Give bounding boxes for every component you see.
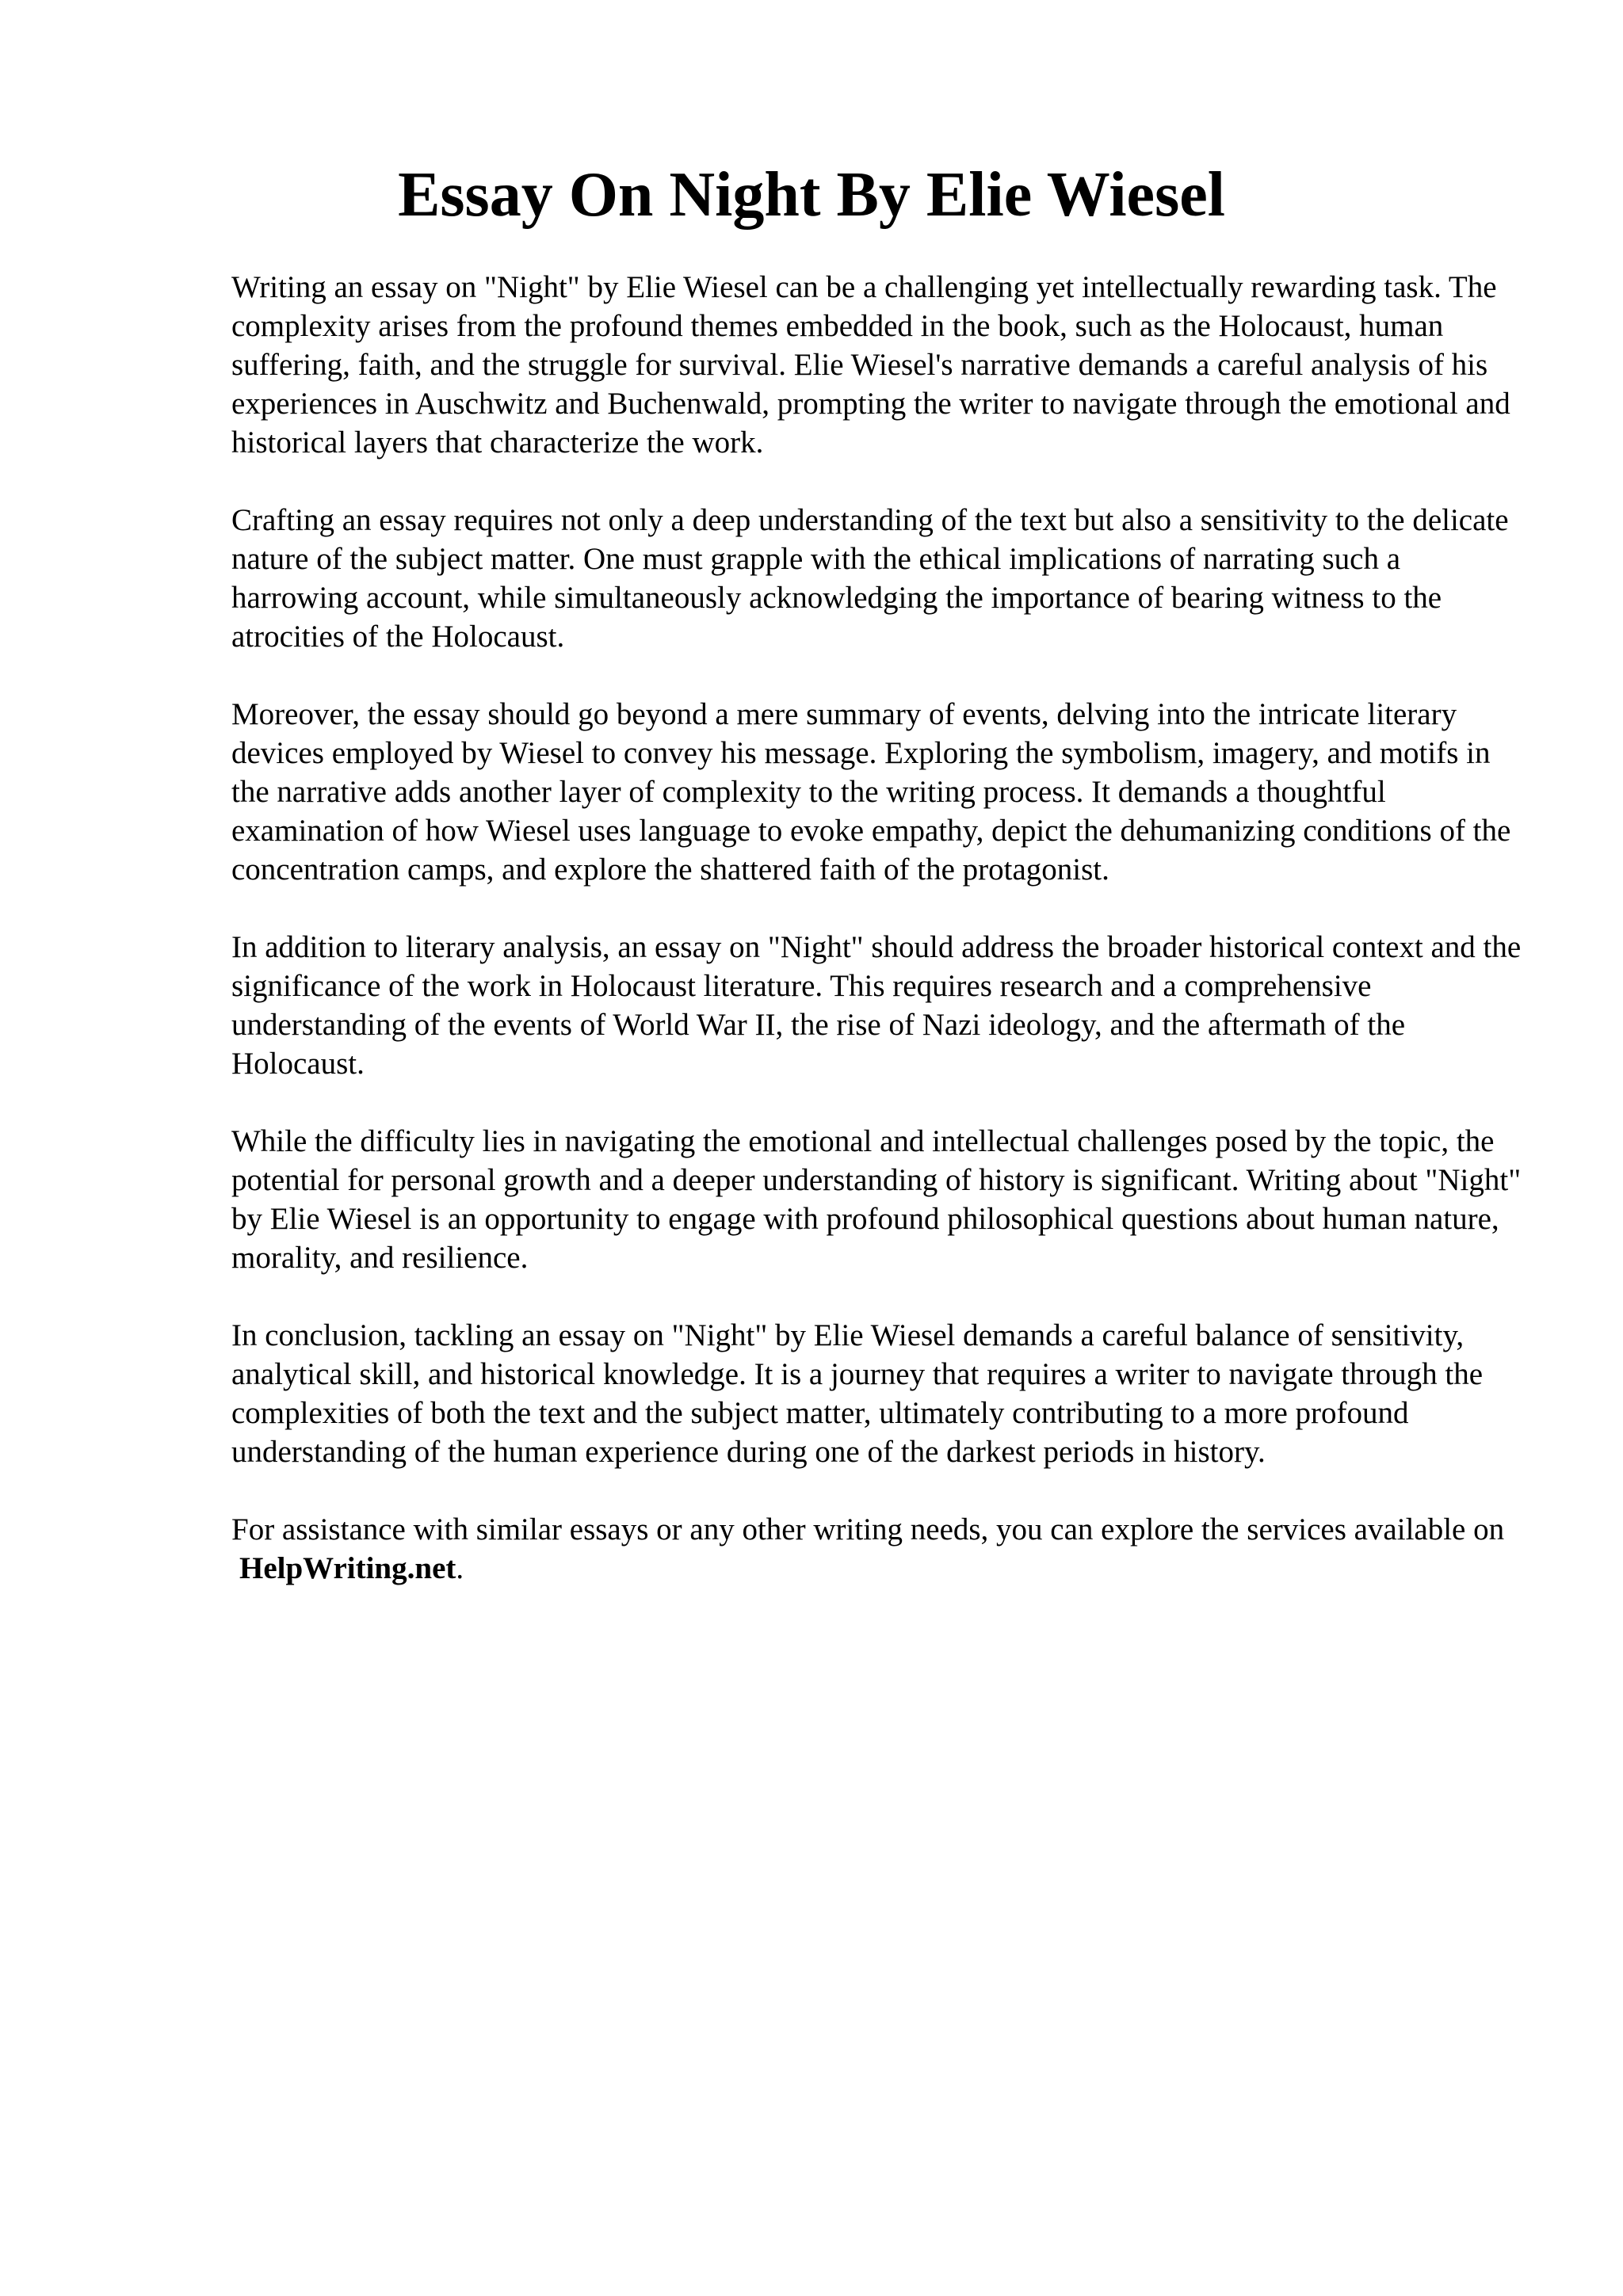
closing-paragraph — [231, 1510, 1531, 1588]
helpwriting-link[interactable]: HelpWriting.net — [239, 1551, 456, 1585]
paragraph-1: Writing an essay on "Night" by Elie Wiesel can be a challenging yet intellectually rewarding task. The complexity arises from the profound themes embedded in the book, such as the Holocaust, human suffering, faith, and the struggle for survival. Elie Wiesel's narrative demands a careful analysis of his experiences in Auschwitz and Buchenwald, prompting the writer to navigate through the emotional and historical layers that characterize the work. — [231, 270, 1510, 460]
paragraph-3: Moreover, the essay should go beyond a mere summary of events, delving into the intricate literary devices employed by Wiesel to convey his message. Exploring the symbolism, imagery, and motifs in the narrative adds another layer of complexity to the writing process. It demands a thoughtful examination of how Wiesel uses language to evoke empathy, depict the dehumanizing conditions of the concentration camps, and explore the shattered faith of the protagonist. — [231, 697, 1511, 887]
essay-body — [231, 268, 1531, 1627]
paragraph-4: In addition to literary analysis, an essay on "Night" should address the broader historical context and the significance of the work in Holocaust literature. This requires research and a comprehensive understanding of the events of World War II, the rise of Nazi ideology, and the aftermath of the Holocaust. — [231, 930, 1522, 1081]
paragraph-5: While the difficulty lies in navigating the emotional and intellectual challenges posed by the topic, the potential for personal growth and a deeper understanding of history is significant. Writing about "Night" by Elie Wiesel is an opportunity to engage with profound philosophical questions about human nature, morality, and resilience. — [231, 1124, 1522, 1275]
closing-period: . — [456, 1551, 464, 1585]
page-title: Essay On Night By Elie Wiesel — [398, 160, 1225, 230]
closing-text: For assistance with similar essays or any other writing needs, you can explore the services available on — [231, 1512, 1505, 1547]
paragraph-6: In conclusion, tackling an essay on "Night" by Elie Wiesel demands a careful balance of sensitivity, analytical skill, and historical knowledge. It is a journey that requires a writer to navigate through the complexities of both the text and the subject matter, ultimately contributing to a more profound understanding of the human experience during one of the darkest periods in history. — [231, 1318, 1484, 1469]
paragraph-2: Crafting an essay requires not only a deep understanding of the text but also a sensitivity to the delicate nature of the subject matter. One must grapple with the ethical implications of narrating such a harrowing account, while simultaneously acknowledging the importance of bearing witness to the atrocities of the Holocaust. — [231, 503, 1509, 654]
